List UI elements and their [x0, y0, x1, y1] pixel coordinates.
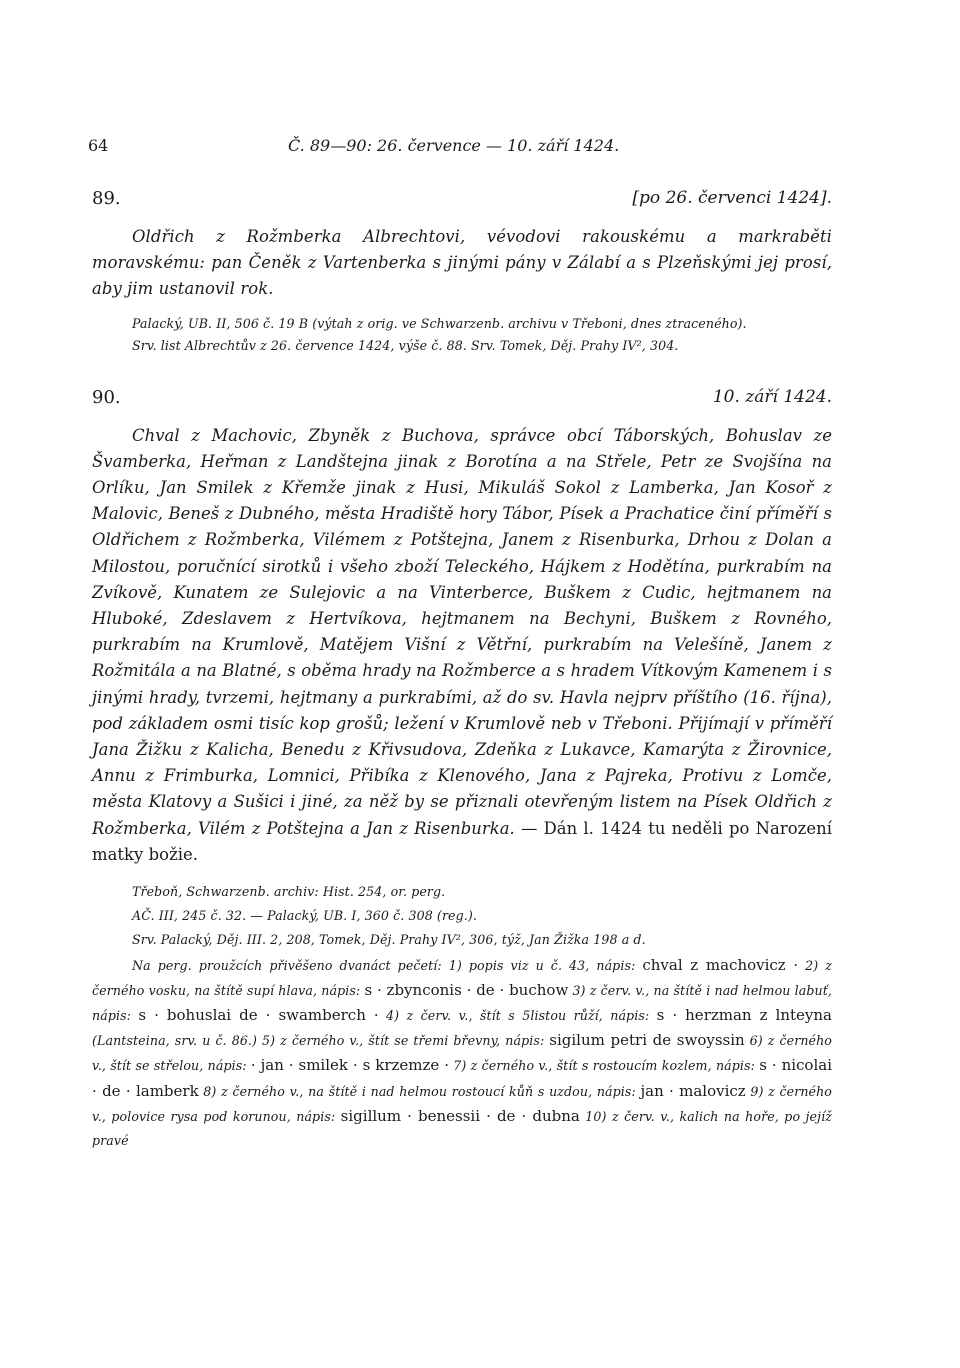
- seal-inscription: jan · malovicz: [640, 1081, 746, 1100]
- running-head: [88, 136, 832, 162]
- entry-89-note-source: Palacký, UB. II, 506 č. 19 B (výtah z orig. ve Schwarzenb. archivu v Třeboni, dnes ztraceného).: [132, 315, 747, 331]
- spacer: [92, 357, 832, 387]
- seal-inscription: sigillum · benessii · de · dubna: [340, 1106, 580, 1125]
- seal-inscription: s · herzman z lnteyna: [656, 1006, 832, 1025]
- entry-90-date: 10. září 1424.: [712, 386, 832, 407]
- entry-90-text-italic: Chval z Machovic, Zbyněk z Buchova, správce obcí Táborských, Bohuslav ze Švamberka, Heřman z Landštejna jinak z Borotína a na Střele, Petr ze Svojšína na Orlíku, Jan Smilek z Křemže jinak z Husi, Mikuláš Sokol z Lamberka, Jan Kosoř z Malovic, Beneš z Dubného, města Hradiště hory Tábor, Písek a Prachatice činí příměří s Oldřichem z Rožmberka, Vilémem z Potštejna, Janem z Risenburka, Drhou z Dolan a Milostou, poručnící sirotků i všeho zboží Teleckého, Hájkem z Hodětína, purkrabím na Zvíkově, Kunatem ze Sulejovic a na Vinterberce, Buškem z Cudic, hejtmanem na Hluboké, Zdeslavem z Hertvíkova, hejtmanem na Bechyni, Buškem z Rovného, purkrabím na Krumlově, Matějem Višní z Větřní, purkrabím na Velešíně, Janem z Rožmitála a na Blatné, s oběma hrady na Rožmberce a s hradem Vítkovým Kamenem i s jinými hrady, tvrzemi, hejtmany a purkrabími, až do sv. Havla nejprv příštího (16. října), pod základem osmi tisíc kop grošů; ležení v Krumlově neb v Třeboni. Přijímají v příměří Jana Žižku z Kalicha, Benedu z Křivsudova, Zdeňka z Lukavce, Kamarýta z Žirovnice, Annu z Frimburka, Lomnici, Přibíka z Klenového, Jana z Pajreka, Protivu z Lomče, města Klatovy a Sušici i jiné, za něž by se přiznali otevřeným listem na Písek Oldřich z Rožmberka, Vilém z Potštejna a Jan z Risenburka.: [92, 425, 832, 838]
- seal-commentary: Na perg. proužcích přivěšeno dvanáct pečetí: 1) popis viz u č. 43, nápis:: [132, 957, 643, 973]
- seal-commentary: 3) z červ. v., na štítě i nad helmou labuť, nápis:: [92, 982, 832, 1024]
- entry-90-source-archive: Třeboň, Schwarzenb. archiv: Hist. 254, or. perg.: [132, 884, 446, 900]
- entry-90-header: [92, 387, 832, 417]
- entry-89-regest: Oldřich z Rožmberka Albrechtovi, vévodovi rakouskému a markraběti moravskému: pan Čeněk z Vartenberka s jinými pány v Zálabí a s Plzeňskými jej prosí, aby jim ustanovil rok.: [92, 227, 832, 299]
- seal-commentary: 8) z černého v., na štítě i nad helmou rostoucí kůň s uzdou, nápis:: [198, 1083, 641, 1099]
- seal-commentary: 10) z červ. v., kalich na hoře, po jejíž pravé: [92, 1108, 832, 1149]
- seal-inscription: sigilum petri de swoyssin: [549, 1031, 745, 1050]
- entry-89-notes: [92, 313, 832, 357]
- document-page: [88, 136, 833, 1336]
- entry-89-date: [po 26. červenci 1424].: [632, 188, 832, 208]
- seal-commentary: 6) z černého v., štít se střelou, nápis:: [92, 1033, 832, 1074]
- entry-90-source-literature: Srv. Palacký, Děj. III. 2, 208, Tomek, Děj. Prahy IV², 306, týž, Jan Žižka 198 a d.: [132, 932, 646, 948]
- seal-commentary: 7) z černého v., štít s rostoucím kozlem, nápis:: [449, 1058, 760, 1074]
- seal-inscription: s · nicolai · de · lamberk: [92, 1056, 833, 1100]
- entry-90-source-editions: AČ. III, 245 č. 32. — Palacký, UB. I, 360 č. 308 (reg.).: [132, 908, 477, 924]
- running-head-title: Č. 89—90: 26. července — 10. září 1424.: [288, 136, 620, 155]
- entry-90-text: [92, 423, 832, 868]
- entry-90-sources: [92, 880, 832, 1153]
- seal-inscription: s · zbynconis · de · buchow: [364, 980, 569, 999]
- seal-inscription: s · bohuslai de · swamberch ·: [138, 1006, 379, 1025]
- seal-commentary: 2) z černého vosku, na štítě supí hlava, nápis:: [92, 957, 832, 998]
- entry-90-seals-description: [92, 953, 832, 1154]
- entry-89-header: [92, 188, 832, 218]
- seal-inscription: chval z machovicz ·: [642, 955, 799, 974]
- entry-89-number: 89.: [92, 188, 121, 209]
- seal-commentary: 9) z černého v., polovice rysa pod korunou, nápis:: [92, 1083, 832, 1124]
- seal-commentary: 4) z červ. v., štít s 5listou růží, nápis:: [378, 1008, 657, 1024]
- entry-90-number: 90.: [92, 386, 121, 408]
- seal-inscription: · jan · smilek · s krzemze ·: [250, 1056, 449, 1075]
- entry-89-note-reference: Srv. list Albrechtův z 26. července 1424, výše č. 88. Srv. Tomek, Děj. Prahy IV², 304.: [132, 337, 679, 353]
- seal-commentary: (Lantsteina, srv. u č. 86.) 5) z černého v., štít se třemi břevny, nápis:: [92, 1033, 550, 1049]
- page-number: 64: [88, 136, 109, 155]
- entry-90-text-dating: — Dán l. 1424 tu neděli po Narození matky božie.: [92, 818, 832, 864]
